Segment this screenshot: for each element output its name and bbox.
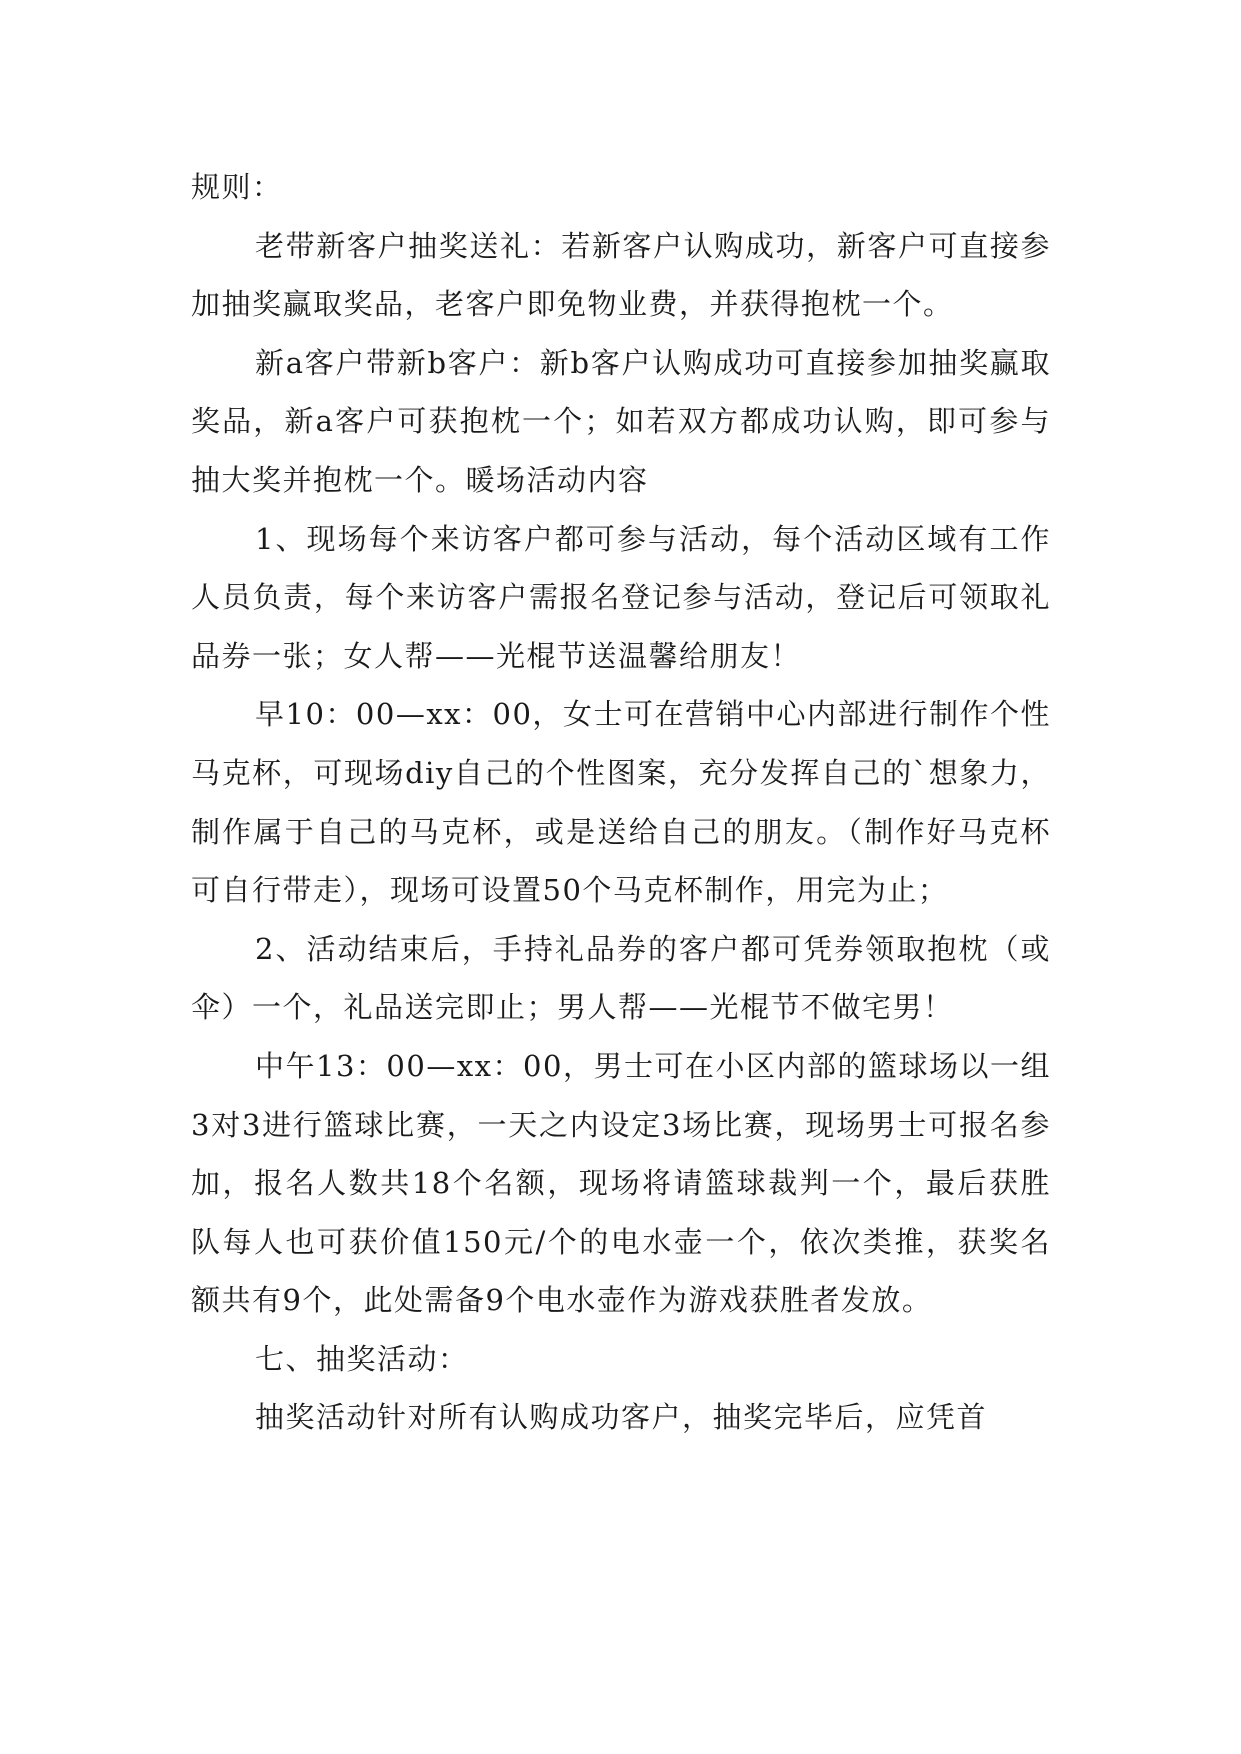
paragraph-new-customer-rule: 新a客户带新b客户：新b客户认购成功可直接参加抽奖赢取奖品，新a客户可获抱枕一个；如若双方都成功认购，即可参与抽大奖并抱枕一个。暖场活动内容 <box>191 345 1051 497</box>
paragraph-activity-2: 2、活动结束后，手持礼品券的客户都可凭券领取抱枕（或伞）一个，礼品送完即止；男人帮——光棍节不做宅男！ <box>191 931 1051 1025</box>
paragraph-referral-rule: 老带新客户抽奖送礼：若新客户认购成功，新客户可直接参加抽奖赢取奖品，老客户即免物业费，并获得抱枕一个。 <box>191 228 1051 322</box>
paragraph-lottery-text: 抽奖活动针对所有认购成功客户，抽奖完毕后，应凭首 <box>255 1400 988 1435</box>
paragraph-morning-activity: 早10：00—xx：00，女士可在营销中心内部进行制作个性马克杯，可现场diy自己的个性图案，充分发挥自己的`想象力，制作属于自己的马克杯，或是送给自己的朋友。（制作好马克杯可自行带走），现场可设置50个马克杯制作，用完为止； <box>191 697 1051 908</box>
paragraph-activity-1: 1、现场每个来访客户都可参与活动，每个活动区域有工作人员负责，每个来访客户需报名登记参与活动，登记后可领取礼品券一张；女人帮——光棍节送温馨给朋友！ <box>191 521 1051 673</box>
paragraph-noon-activity: 中午13：00—xx：00，男士可在小区内部的篮球场以一组3对3进行篮球比赛，一天之内设定3场比赛，现场男士可报名参加，报名人数共18个名额，现场将请篮球裁判一个，最后获胜队每人也可获价值150元/个的电水壶一个，依次类推，获奖名额共有9个，此处需备9个电水壶作为游戏获胜者发放。 <box>191 1048 1051 1318</box>
paragraph-lottery-heading: 七、抽奖活动： <box>255 1341 469 1376</box>
paragraph-rules-heading: 规则： <box>191 170 283 204</box>
document-body <box>191 158 1051 1447</box>
